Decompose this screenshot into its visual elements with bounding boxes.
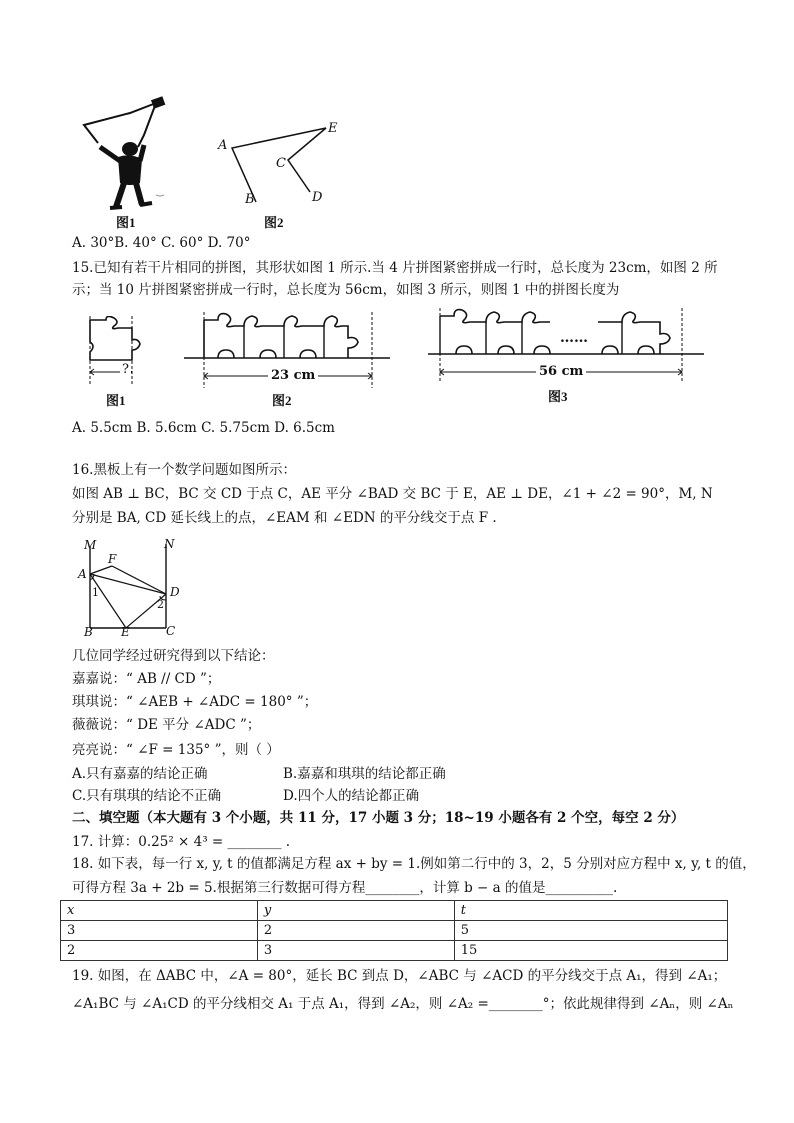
q15-fig2-label: 图2 bbox=[272, 393, 292, 408]
table-row bbox=[61, 941, 728, 961]
q14-point-C: C bbox=[276, 156, 286, 171]
q14-point-B: B bbox=[245, 192, 255, 207]
q15-fig2-dim: 23 cm bbox=[268, 368, 318, 383]
q19-text-line1: 19. 如图，在 ΔABC 中，∠A = 80°，延长 BC 到点 D，∠ABC 与 ∠ACD 的平分线交于点 A₁，得到 ∠A₁； bbox=[72, 968, 727, 984]
q14-point-E: E bbox=[328, 121, 338, 136]
table-row bbox=[61, 921, 728, 941]
q18-text-line1: 18. 如下表，每一行 x, y, t 的值都满足方程 ax + by = 1.例如第二行中的 3，2，5 分别对应方程中 x, y, t 的值， bbox=[72, 856, 756, 872]
q14-options: A. 30°B. 40° C. 60° D. 70° bbox=[72, 235, 251, 251]
table-cell: 15 bbox=[454, 941, 727, 961]
q16-text-line2: 如图 AB ⊥ BC，BC 交 CD 于点 C，AE 平分 ∠BAD 交 BC 于 E，AE ⊥ DE，∠1 + ∠2 = 90°，M, N bbox=[72, 486, 713, 502]
q15-fig3-dim: 56 cm bbox=[536, 364, 586, 379]
q14-figure1 bbox=[70, 95, 180, 215]
q16-point-A: A bbox=[78, 567, 87, 581]
q17-text: 17. 计算：0.25² × 4³ = ________ . bbox=[72, 834, 291, 850]
q16-point-D: D bbox=[170, 585, 180, 599]
q16-text-line3: 分别是 BA, CD 延长线上的点，∠EAM 和 ∠EDN 的平分线交于点 F . bbox=[72, 510, 497, 526]
table-cell: 5 bbox=[454, 921, 727, 941]
q16-statement-3: 薇薇说：“ DE 平分 ∠ADC ”； bbox=[72, 717, 261, 733]
q16-option-C: C.只有琪琪的结论不正确 bbox=[72, 788, 222, 804]
q16-point-B: B bbox=[84, 625, 93, 639]
q16-point-F: F bbox=[108, 552, 117, 566]
q15-fig1-label: 图1 bbox=[106, 393, 126, 408]
q15-text-line1: 15.已知有若干片相同的拼图，其形状如图 1 所示.当 4 片拼图紧密拼成一行时，总长度为 23cm，如图 2 所 bbox=[72, 260, 718, 276]
q16-statement-2: 琪琪说：“ ∠AEB + ∠ADC = 180° ”； bbox=[72, 694, 318, 710]
q14-fig1-label: 图1 bbox=[116, 215, 136, 230]
q16-intro: 几位同学经过研究得到以下结论： bbox=[72, 648, 275, 664]
q16-text-line1: 16.黑板上有一个数学问题如图所示： bbox=[72, 462, 296, 478]
q16-point-E: E bbox=[121, 625, 130, 639]
q16-angle-2: 2 bbox=[157, 598, 164, 611]
q14-point-A: A bbox=[218, 138, 228, 153]
table-header-row bbox=[61, 901, 728, 921]
table-header-x: x bbox=[61, 901, 258, 921]
table-cell: 2 bbox=[61, 941, 258, 961]
table-cell: 3 bbox=[61, 921, 258, 941]
q16-point-M: M bbox=[84, 538, 97, 552]
q16-option-A: A.只有嘉嘉的结论正确 bbox=[72, 766, 208, 782]
q16-option-D: D.四个人的结论都正确 bbox=[283, 788, 420, 804]
q16-statement-1: 嘉嘉说：“ AB // CD ”； bbox=[72, 671, 221, 687]
q15-figure1 bbox=[84, 316, 154, 388]
q16-point-N: N bbox=[164, 537, 175, 551]
q15-fig3-dots: …… bbox=[560, 330, 588, 346]
table-header-t: t bbox=[454, 901, 727, 921]
table-cell: 3 bbox=[257, 941, 454, 961]
table-cell: 2 bbox=[257, 921, 454, 941]
table-header-y: y bbox=[257, 901, 454, 921]
q14-point-D: D bbox=[312, 190, 323, 205]
q15-fig3-label: 图3 bbox=[548, 389, 568, 404]
q19-text-line2: ∠A₁BC 与 ∠A₁CD 的平分线相交 A₁ 于点 A₁，得到 ∠A₂，则 ∠A₂ =________°；依此规律得到 ∠Aₙ，则 ∠Aₙ bbox=[72, 996, 734, 1012]
q15-options: A. 5.5cm B. 5.6cm C. 5.75cm D. 6.5cm bbox=[72, 420, 335, 436]
q16-option-B: B.嘉嘉和琪琪的结论都正确 bbox=[283, 766, 446, 782]
q15-text-line2: 示；当 10 片拼图紧密拼成一行时，总长度为 56cm，如图 3 所示，则图 1 中的拼图长度为 bbox=[72, 282, 620, 298]
q14-fig2-label: 图2 bbox=[264, 215, 284, 230]
q18-text-line2: 可得方程 3a + 2b = 5.根据第三行数据可得方程________，计算 b − a 的值是__________. bbox=[72, 880, 618, 896]
section2-heading: 二、填空题（本大题有 3 个小题，共 11 分，17 小题 3 分；18~19 小题各有 2 个空，每空 2 分） bbox=[72, 810, 685, 826]
q18-table bbox=[60, 900, 728, 961]
q16-statement-4: 亮亮说：“ ∠F = 135° ”，则（ ） bbox=[72, 742, 280, 758]
q16-angle-1: 1 bbox=[92, 586, 99, 599]
q15-fig1-dim: ? bbox=[122, 362, 129, 377]
q16-point-C: C bbox=[166, 624, 176, 638]
